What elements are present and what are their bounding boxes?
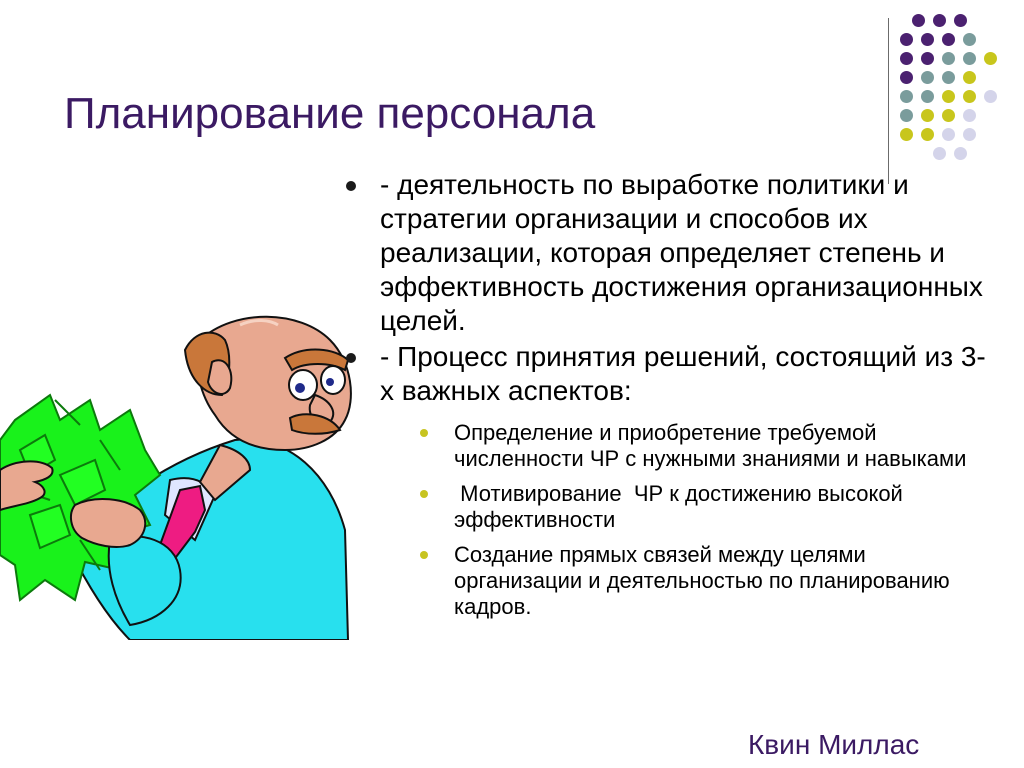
decor-dot xyxy=(963,109,976,122)
bullet-item xyxy=(342,340,992,620)
bullet-list xyxy=(342,168,992,620)
slide-title: Планирование персонала xyxy=(64,89,596,138)
decor-dot xyxy=(900,109,913,122)
decor-dot xyxy=(942,33,955,46)
decor-dot xyxy=(963,52,976,65)
slide-content xyxy=(342,168,992,629)
sub-bullet-text: Определение и приобретение требуемой численности ЧР с нужными знаниями и навыками xyxy=(454,420,967,471)
decor-dot xyxy=(921,71,934,84)
bullet-icon xyxy=(346,353,356,363)
bullet-text: - Процесс принятия решений, состоящий из 3-х важных аспектов: xyxy=(380,341,986,406)
dot-grid-decoration xyxy=(900,14,1010,164)
decor-dot xyxy=(921,109,934,122)
decor-dot xyxy=(963,90,976,103)
decor-dot xyxy=(963,33,976,46)
decor-dot xyxy=(900,90,913,103)
decor-dot xyxy=(942,52,955,65)
decor-dot xyxy=(900,128,913,141)
decor-dot xyxy=(900,71,913,84)
decor-dot xyxy=(963,128,976,141)
decor-dot xyxy=(984,90,997,103)
sub-bullet-item xyxy=(380,481,992,533)
sub-bullet-icon xyxy=(420,490,428,498)
decor-dot xyxy=(933,14,946,27)
decor-dot xyxy=(942,71,955,84)
decor-dot xyxy=(921,90,934,103)
decor-dot xyxy=(900,52,913,65)
decor-dot xyxy=(954,14,967,27)
decor-dot xyxy=(900,33,913,46)
decor-dot xyxy=(921,128,934,141)
decor-dot xyxy=(963,71,976,84)
decor-dot xyxy=(921,33,934,46)
sub-bullet-item xyxy=(380,542,992,620)
bullet-item xyxy=(342,168,992,338)
author-name: Квин Миллас xyxy=(748,729,920,760)
decor-dot xyxy=(912,14,925,27)
decor-dot xyxy=(942,90,955,103)
divider-line xyxy=(888,18,889,184)
sub-bullet-text: Создание прямых связей между целями организации и деятельностью по планированию кадров. xyxy=(454,542,950,619)
man-with-money-clipart xyxy=(0,300,360,640)
sub-bullet-list xyxy=(380,420,992,620)
bullet-text: - деятельность по выработке политики и стратегии организации и способов их реализации, которая определяет степень и эффективность достижения организационных целей. xyxy=(380,169,983,336)
sub-bullet-text: Мотивирование ЧР к достижению высокой эффективности xyxy=(454,481,909,532)
bullet-icon xyxy=(346,181,356,191)
decor-dot xyxy=(921,52,934,65)
decor-dot xyxy=(954,147,967,160)
sub-bullet-icon xyxy=(420,429,428,437)
decor-dot xyxy=(942,109,955,122)
decor-dot xyxy=(933,147,946,160)
sub-bullet-icon xyxy=(420,551,428,559)
sub-bullet-item xyxy=(380,420,992,472)
decor-dot xyxy=(984,52,997,65)
decor-dot xyxy=(942,128,955,141)
